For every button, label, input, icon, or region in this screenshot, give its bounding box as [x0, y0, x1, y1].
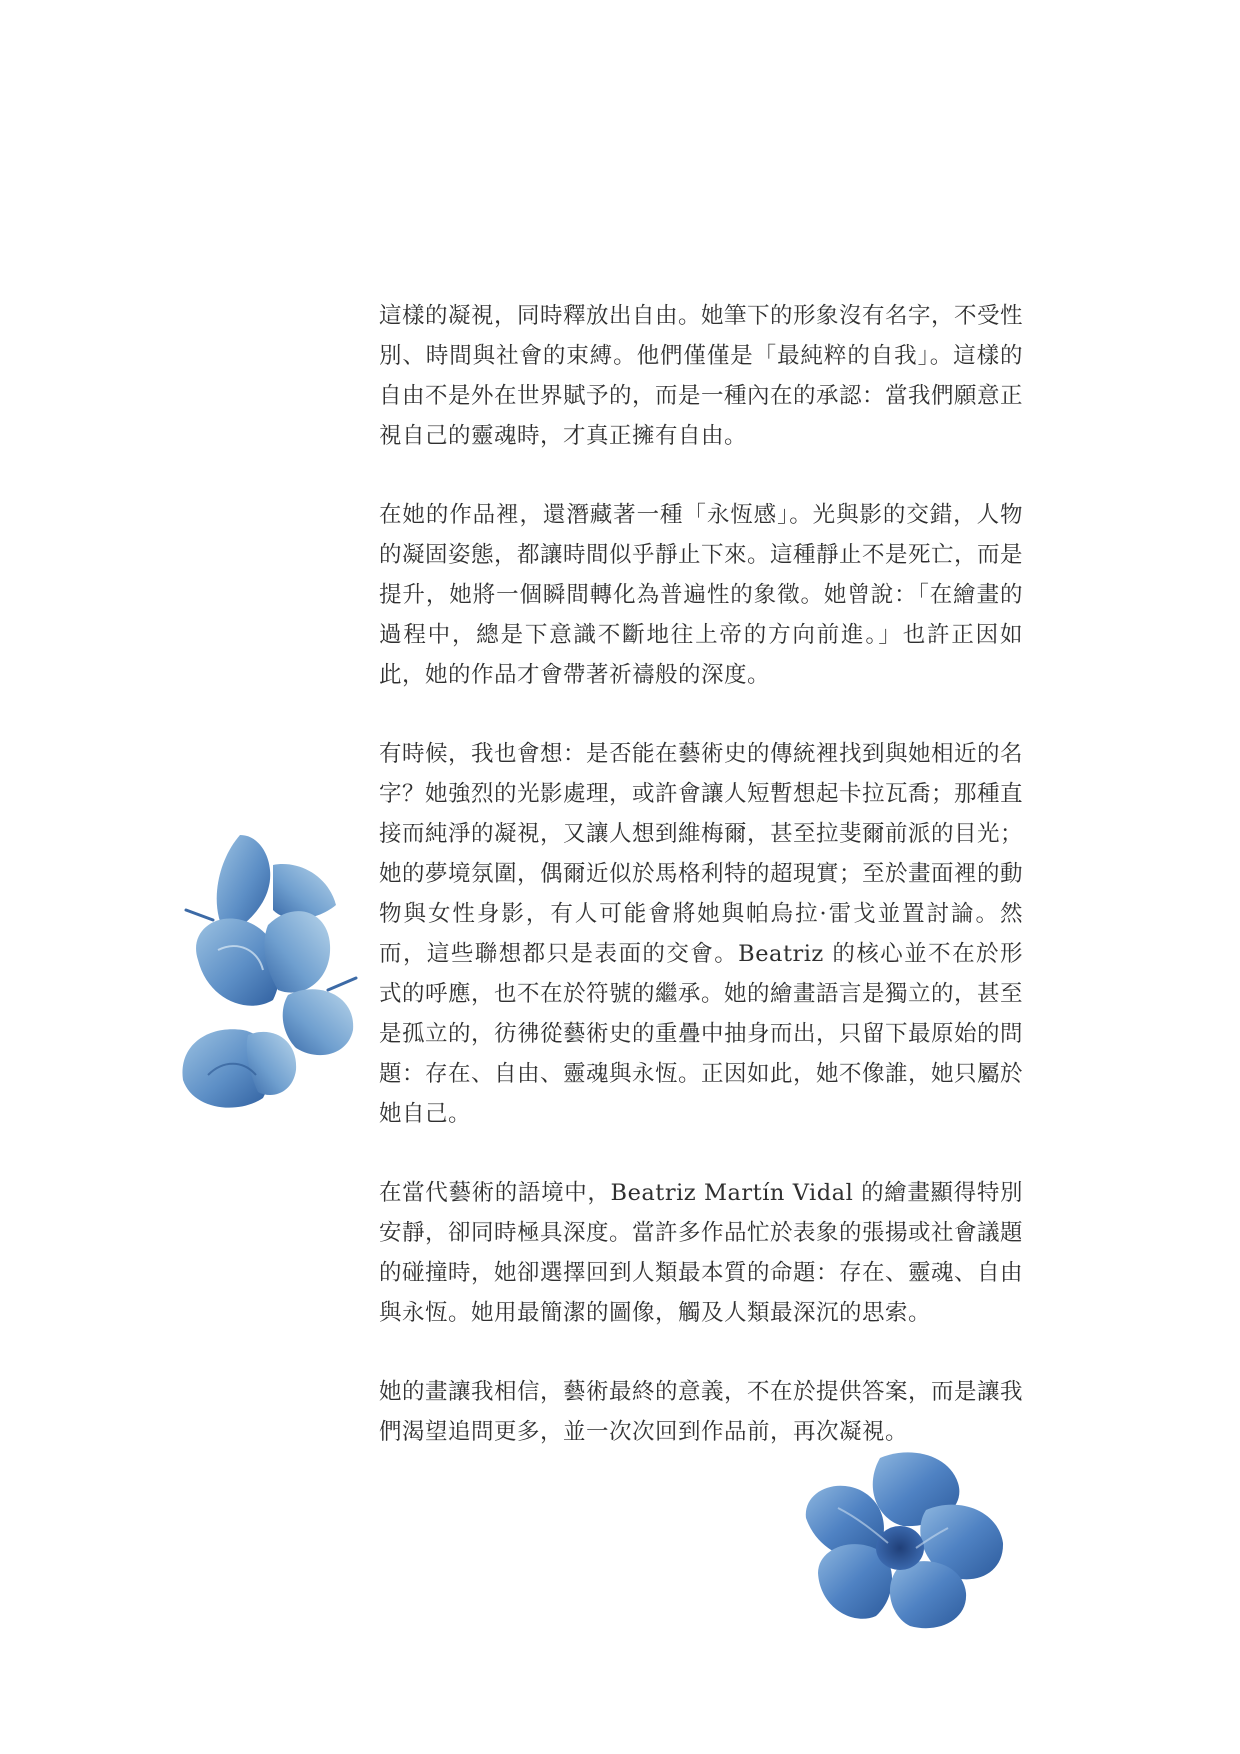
paragraph-4: 在當代藝術的語境中，Beatriz Martín Vidal 的繪畫顯得特別安靜，卻同時極具深度。當許多作品忙於表象的張揚或社會議題的碰撞時，她卻選擇回到人類最本質的命題：存在、靈魂、自由與永恆。她用最簡潔的圖像，觸及人類最深沉的思索。 [379, 1180, 1024, 1326]
article-body [379, 296, 1023, 1491]
blue-flower-icon [178, 830, 378, 1120]
paragraph-1: 這樣的凝視，同時釋放出自由。她筆下的形象沒有名字，不受性別、時間與社會的束縛。他們僅僅是「最純粹的自我」。這樣的自由不是外在世界賦予的，而是一種內在的承認：當我們願意正視自己的靈魂時，才真正擁有自由。 [379, 303, 1024, 449]
blue-flower-icon [798, 1448, 1004, 1634]
paragraph-3: 有時候，我也會想：是否能在藝術史的傳統裡找到與她相近的名字？她強烈的光影處理，或許會讓人短暫想起卡拉瓦喬；那種直接而純淨的凝視，又讓人想到維梅爾，甚至拉斐爾前派的目光；她的夢境氛圍，偶爾近似於馬格利特的超現實；至於畫面裡的動物與女性身影，有人可能會將她與帕烏拉·雷戈並置討論。然而，這些聯想都只是表面的交會。Beatriz 的核心並不在於形式的呼應，也不在於符號的繼承。她的繪畫語言是獨立的，甚至是孤立的，彷彿從藝術史的重疊中抽身而出，只留下最原始的問題：存在、自由、靈魂與永恆。正因如此，她不像誰，她只屬於她自己。 [379, 741, 1024, 1127]
paragraph-5: 她的畫讓我相信，藝術最終的意義，不在於提供答案，而是讓我們渴望追問更多，並一次次回到作品前，再次凝視。 [379, 1379, 1024, 1445]
paragraph-2: 在她的作品裡，還潛藏著一種「永恆感」。光與影的交錯，人物的凝固姿態，都讓時間似乎靜止下來。這種靜止不是死亡，而是提升，她將一個瞬間轉化為普遍性的象徵。她曾說：「在繪畫的過程中，總是下意識不斷地往上帝的方向前進。」也許正因如此，她的作品才會帶著祈禱般的深度。 [379, 502, 1024, 688]
